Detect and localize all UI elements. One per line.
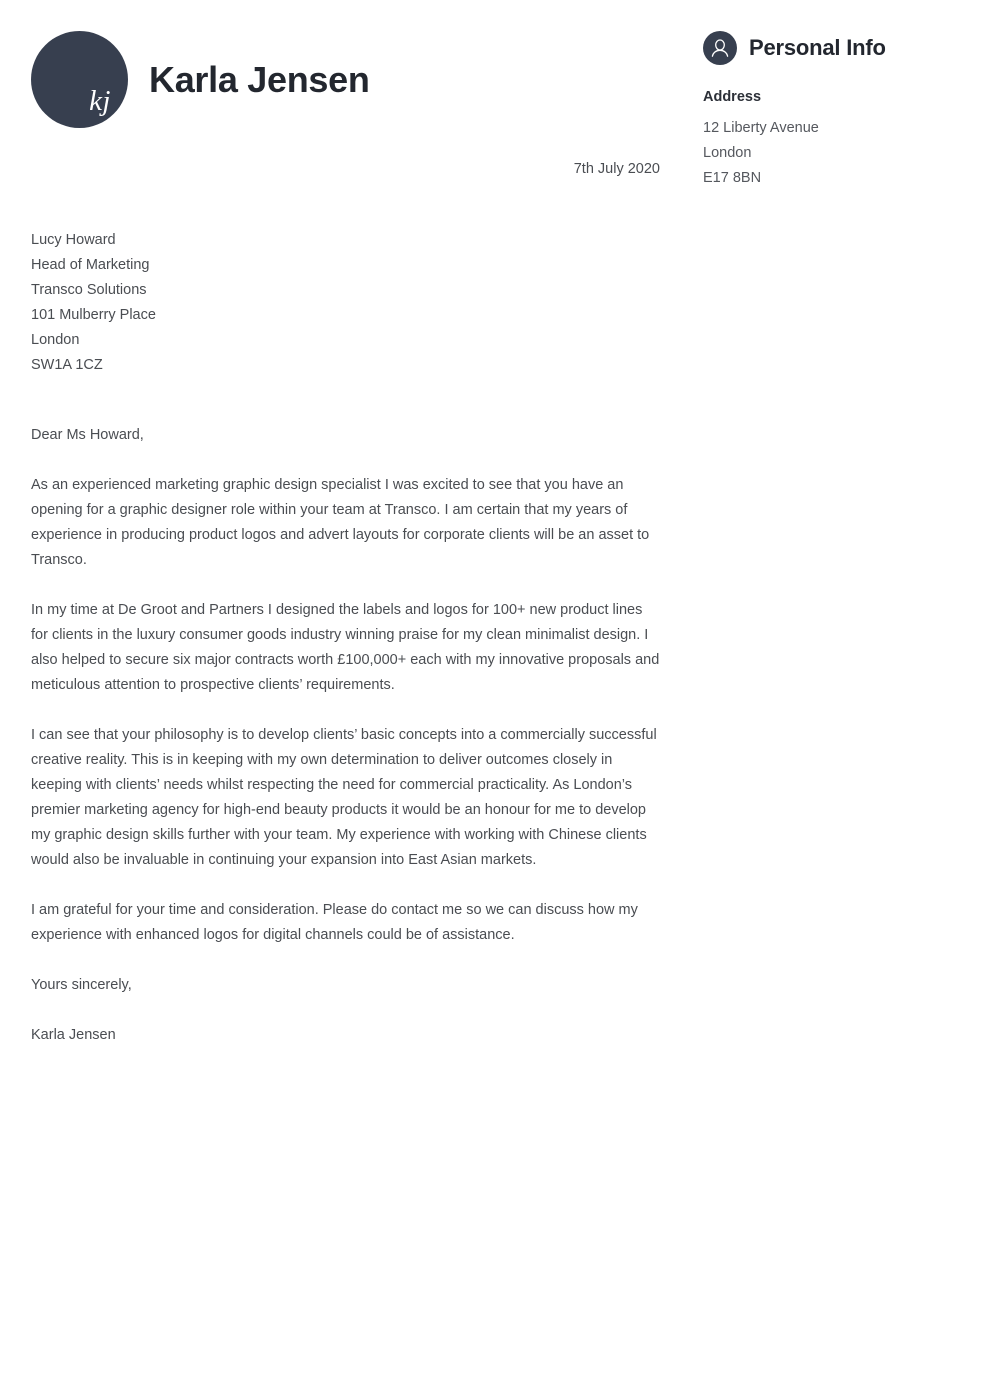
letter-body	[31, 158, 660, 1048]
letter-paragraph: I can see that your philosophy is to develop clients’ basic concepts into a commercially successful creative reality. This is in keeping with my own determination to deliver outcomes closely in keeping with clients’ needs whilst respecting the need for commercial practicality. As London’s premier marketing agency for high-end beauty products it would be an honour for me to develop my graphic design skills further with your team. My experience with working with Chinese clients would also be invaluable in continuing your expansion into East Asian markets.	[31, 727, 657, 868]
letter-header	[31, 31, 370, 128]
letter-date: 7th July 2020	[573, 161, 660, 177]
personal-info-panel	[703, 31, 963, 191]
address-section	[703, 89, 963, 191]
page-title: Karla Jensen	[149, 58, 370, 100]
recipient-line: Lucy Howard	[31, 232, 116, 248]
person-icon	[703, 31, 737, 65]
personal-info-title: Personal Info	[749, 35, 886, 60]
address-label: Address	[703, 89, 762, 105]
recipient-line: Transco Solutions	[31, 282, 147, 298]
letter-paragraph: In my time at De Groot and Partners I designed the labels and logos for 100+ new product lines for clients in the luxury consumer goods industry winning praise for my clean minimalist design. I also helped to secure six major contracts worth £100,000+ each with my innovative proposals and meticulous attention to prospective clients’ requirements.	[31, 602, 660, 693]
salutation: Dear Ms Howard,	[31, 427, 144, 443]
letter-paragraph: As an experienced marketing graphic design specialist I was excited to see that you have an opening for a graphic designer role within your team at Transco. I am certain that my years of experience in producing product logos and advert layouts for corporate clients will be an asset to Transco.	[31, 477, 650, 568]
personal-info-heading	[703, 31, 963, 65]
closing-salutation: Yours sincerely,	[31, 977, 132, 993]
address-line: London	[703, 145, 752, 161]
letter-paragraph: I am grateful for your time and consideration. Please do contact me so we can discuss how my experience with enhanced logos for digital channels could be of assistance.	[31, 902, 638, 943]
recipient-address-block	[31, 228, 660, 378]
signature-name: Karla Jensen	[31, 1027, 116, 1043]
address-line: E17 8BN	[703, 170, 762, 186]
avatar-monogram: kj	[89, 85, 111, 117]
avatar	[31, 31, 128, 128]
recipient-line: Head of Marketing	[31, 257, 150, 273]
recipient-line: 101 Mulberry Place	[31, 307, 156, 323]
recipient-line: SW1A 1CZ	[31, 357, 103, 373]
address-line: 12 Liberty Avenue	[703, 120, 819, 136]
recipient-line: London	[31, 332, 80, 348]
